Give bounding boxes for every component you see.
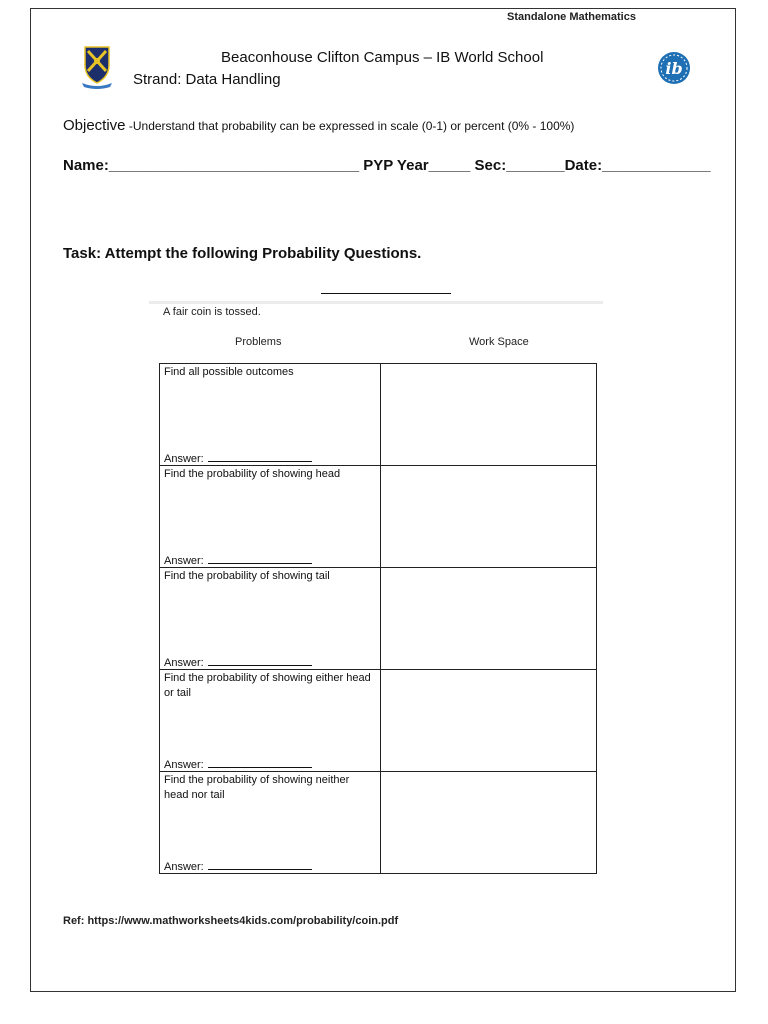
answer-label: Answer: [164,555,204,567]
answer-blank[interactable] [208,655,312,666]
answer-field[interactable] [164,655,312,669]
student-details-line: Name:______________________________ PYP Year_____ Sec:_______Date:_____________ [63,157,711,174]
reference-link[interactable]: Ref: https://www.mathworksheets4kids.com/probability/coin.pdf [63,915,399,927]
answer-label: Answer: [164,759,204,771]
title-underline [321,293,451,294]
question-text: Find the probability of showing tail [164,570,330,582]
problem-cell [160,772,381,874]
ib-logo-icon [657,51,691,85]
table-row [160,670,597,772]
problem-prompt: A fair coin is tossed. [163,306,261,318]
answer-field[interactable] [164,451,312,465]
work-space-column-header: Work Space [469,336,529,348]
table-row [160,364,597,466]
strand-label: Strand: Data Handling [133,71,281,88]
school-title: Beaconhouse Clifton Campus – IB World School [221,49,544,66]
table-row [160,772,597,874]
question-text: Find the probability of showing neither head nor tail [164,774,350,801]
problem-cell [160,364,381,466]
problems-table [159,363,597,874]
answer-blank[interactable] [208,859,312,870]
worksheet-page [30,8,736,992]
table-row [160,466,597,568]
work-space-cell[interactable] [381,772,597,874]
school-crest-icon [81,45,113,89]
work-space-cell[interactable] [381,670,597,772]
answer-label: Answer: [164,657,204,669]
scan-shade [149,301,603,304]
problems-column-header: Problems [235,336,282,348]
svg-text:ib: ib [665,59,683,78]
answer-label: Answer: [164,453,204,465]
answer-blank[interactable] [208,553,312,564]
answer-field[interactable] [164,553,312,567]
objective [63,117,574,134]
subject-label: Standalone Mathematics [507,11,636,23]
answer-label: Answer: [164,861,204,873]
work-space-cell[interactable] [381,568,597,670]
question-text: Find the probability of showing head [164,468,341,480]
problem-cell [160,568,381,670]
answer-blank[interactable] [208,757,312,768]
problem-cell [160,670,381,772]
work-space-cell[interactable] [381,466,597,568]
answer-field[interactable] [164,859,312,873]
question-text: Find the probability of showing either head or tail [164,672,371,699]
objective-label: Objective [63,117,126,134]
table-row [160,568,597,670]
answer-field[interactable] [164,757,312,771]
task-heading: Task: Attempt the following Probability Questions. [63,245,422,262]
answer-blank[interactable] [208,451,312,462]
problem-cell [160,466,381,568]
question-text: Find all possible outcomes [164,366,294,378]
work-space-cell[interactable] [381,364,597,466]
objective-text: -Understand that probability can be expressed in scale (0-1) or percent (0% - 100%) [125,119,575,133]
